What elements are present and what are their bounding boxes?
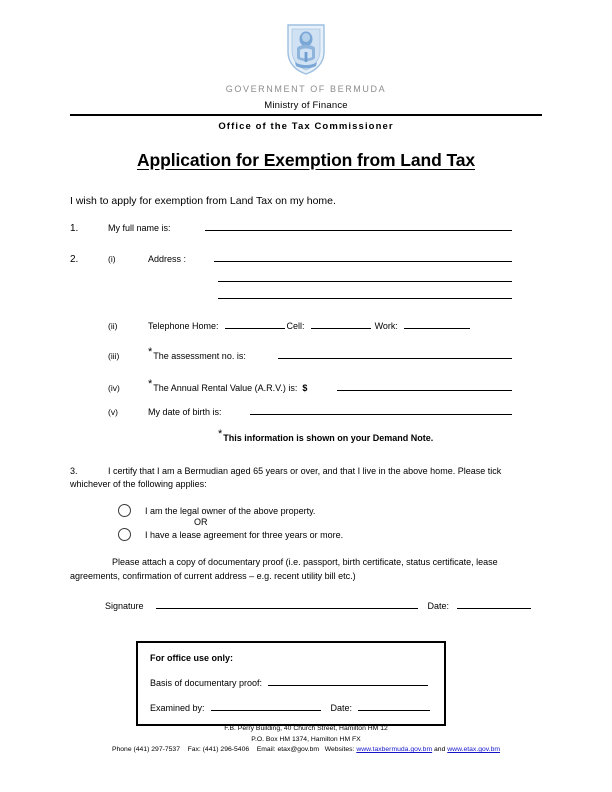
signature-date-label: Date: [427,601,450,612]
telephone-work-label: Work: [374,321,398,331]
or-separator: OR [194,517,208,528]
footer-contact-line [0,745,612,756]
footnote-asterisk: * [218,428,223,440]
address-label: Address : [148,254,187,264]
footer-email: Email: etax@gov.bm [256,746,320,754]
dob-label: My date of birth is: [148,407,222,417]
signature-date-input[interactable] [457,599,531,609]
arv-input[interactable] [337,381,512,391]
demand-note-footnote-text: This information is shown on your Demand Note. [223,433,434,443]
ownership-options [118,503,542,542]
item-2-sub-iii: (iii) [108,351,120,361]
assessment-input[interactable] [278,349,512,359]
office-use-box [136,641,446,726]
assessment-label [148,346,246,361]
address-spacer [70,280,218,282]
bermuda-coat-of-arms-icon [284,22,328,76]
radio-legal-owner[interactable] [118,504,131,517]
footer-address-line-2: P.O. Box HM 1374, Hamilton HM FX [251,735,361,743]
footer-address-line-1: F.B. Perry Building, 40 Church Street, Hamilton HM 12 [224,725,388,733]
office-basis-input[interactable] [268,676,428,686]
crest-container [70,0,542,81]
footnote-asterisk: * [148,378,153,390]
field-telephone-row [70,319,542,331]
certification-text: I certify that I am a Bermudian aged 65 years or over, and that I live in the above home. Please tick whichever of the following applies: [70,466,502,490]
office-use-title: For office use only: [150,653,234,664]
item-2-number: 2. [70,254,79,265]
attachment-instructions [70,556,542,583]
address-spacer [70,297,218,299]
office-examined-row [150,701,432,713]
office-examined-label: Examined by: [150,703,205,714]
header-divider [70,114,542,116]
office-basis-label: Basis of documentary proof: [150,678,263,689]
address-line-3-row [70,297,542,299]
field-dob-row [70,405,542,417]
footer-website-etax-link[interactable]: www.etax.gov.bm [447,746,501,754]
option-legal-owner-label: I am the legal owner of the above property. [145,505,316,516]
option-lease-label: I have a lease agreement for three years or more. [145,529,344,540]
item-2-sub-v: (v) [108,407,118,417]
office-date-input[interactable] [358,701,430,711]
office-examined-input[interactable] [211,701,321,711]
page-footer [0,724,612,756]
field-address-row [70,252,542,265]
office-date-label: Date: [330,703,353,714]
telephone-home-label: Telephone Home: [148,321,219,331]
field-full-name-row [70,221,542,234]
item-2-sub-iv: (iv) [108,383,120,393]
arv-label [148,378,298,393]
demand-note-footnote [218,428,542,443]
footer-phone: Phone (441) 297-7537 [111,746,180,754]
arv-currency-symbol: $ [302,383,308,393]
dob-input[interactable] [250,405,512,415]
ministry-label: Ministry of Finance [264,100,348,111]
government-label: GOVERNMENT OF BERMUDA [225,84,387,94]
address-input-line-1[interactable] [214,252,512,262]
office-label: Office of the Tax Commissioner [218,121,394,132]
address-input-line-3[interactable] [218,297,512,299]
signature-input[interactable] [156,599,418,609]
telephone-home-input[interactable] [225,319,285,329]
office-basis-row [150,676,432,688]
footer-fax: Fax: (441) 296-5406 [187,746,250,754]
item-1-number: 1. [70,223,79,234]
field-arv-row [70,378,542,393]
telephone-cell-input[interactable] [311,319,371,329]
item-2-sub-i: (i) [108,254,116,264]
certification-paragraph [70,465,542,491]
radio-lease-agreement[interactable] [118,528,131,541]
field-assessment-row [70,346,542,361]
option-legal-owner-row[interactable] [118,503,542,518]
intro-text: I wish to apply for exemption from Land Tax on my home. [70,195,336,207]
option-lease-row[interactable] [118,527,542,542]
assessment-label-text: The assessment no. is: [153,351,246,361]
telephone-work-input[interactable] [404,319,470,329]
footer-website-taxbermuda-link[interactable]: www.taxbermuda.gov.bm [356,746,433,754]
attachment-instructions-text: Please attach a copy of documentary proof (i.e. passport, birth certificate, status certificate, lease agreements, confirmation of current address – e.g. recent utility bill etc.) [70,557,498,581]
signature-label: Signature [105,601,144,612]
footer-websites-label: Websites: [324,746,355,754]
arv-label-text: The Annual Rental Value (A.R.V.) is: [153,383,298,393]
footnote-asterisk: * [148,346,153,358]
footer-and: and [434,746,446,754]
signature-row [105,599,542,611]
page-title: Application for Exemption from Land Tax [136,150,476,170]
item-2-sub-ii: (ii) [108,321,118,331]
full-name-label: My full name is: [108,223,171,233]
address-input-line-2[interactable] [218,280,512,282]
address-line-2-row [70,280,542,282]
item-3-number: 3. [70,466,78,476]
full-name-input[interactable] [205,221,512,231]
telephone-cell-label: Cell: [286,321,305,331]
